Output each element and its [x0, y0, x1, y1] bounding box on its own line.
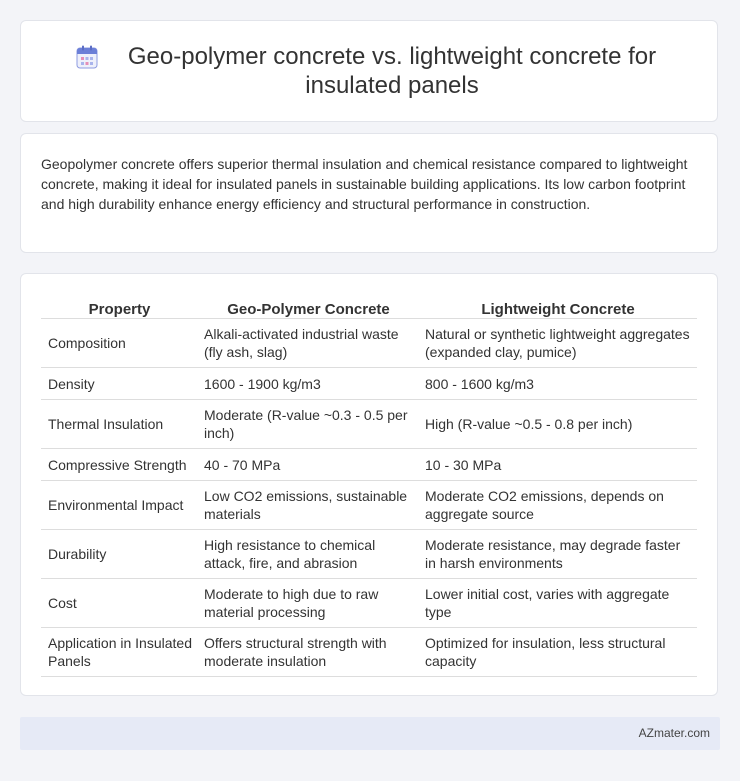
cell-property: Thermal Insulation	[41, 400, 198, 449]
cell-property: Cost	[41, 579, 198, 628]
summary-card	[20, 133, 718, 253]
title-card	[20, 20, 718, 122]
table-row	[41, 449, 697, 481]
summary-paragraph: Geopolymer concrete offers superior thermal insulation and chemical resistance compared to lightweight concrete, making it ideal for insulated panels in sustainable building applications. Its low carbon footprint and high durability enhance energy efficiency and structural performance in construction.	[41, 156, 688, 212]
footer-brand: AZmater.com	[638, 726, 710, 740]
cell-lightweight: Moderate resistance, may degrade faster in harsh environments	[419, 530, 697, 579]
table-row	[41, 368, 697, 400]
header-lightweight: Lightweight Concrete	[419, 294, 697, 319]
cell-property: Composition	[41, 319, 198, 368]
cell-lightweight: Optimized for insulation, less structural capacity	[419, 628, 697, 677]
header-property: Property	[41, 294, 198, 319]
table-row	[41, 579, 697, 628]
header-geopolymer: Geo-Polymer Concrete	[198, 294, 419, 319]
table-row	[41, 628, 697, 677]
cell-property: Compressive Strength	[41, 449, 198, 481]
cell-lightweight: 10 - 30 MPa	[419, 449, 697, 481]
calendar-icon	[76, 45, 98, 69]
cell-geopolymer: Offers structural strength with moderate insulation	[198, 628, 419, 677]
title-wrap	[76, 42, 662, 100]
cell-lightweight: Moderate CO2 emissions, depends on aggregate source	[419, 481, 697, 530]
table-row	[41, 400, 697, 449]
cell-lightweight: Lower initial cost, varies with aggregate type	[419, 579, 697, 628]
cell-lightweight: Natural or synthetic lightweight aggregates (expanded clay, pumice)	[419, 319, 697, 368]
cell-lightweight: 800 - 1600 kg/m3	[419, 368, 697, 400]
table-header-row	[41, 294, 697, 319]
cell-property: Density	[41, 368, 198, 400]
cell-geopolymer: 40 - 70 MPa	[198, 449, 419, 481]
cell-geopolymer: High resistance to chemical attack, fire, and abrasion	[198, 530, 419, 579]
cell-geopolymer: Alkali-activated industrial waste (fly ash, slag)	[198, 319, 419, 368]
table-row	[41, 319, 697, 368]
cell-geopolymer: Moderate (R-value ~0.3 - 0.5 per inch)	[198, 400, 419, 449]
table-row	[41, 530, 697, 579]
cell-geopolymer: Low CO2 emissions, sustainable materials	[198, 481, 419, 530]
page-title: Geo-polymer concrete vs. lightweight concrete for insulated panels	[127, 43, 657, 99]
cell-lightweight: High (R-value ~0.5 - 0.8 per inch)	[419, 400, 697, 449]
comparison-table	[41, 294, 697, 677]
comparison-card	[20, 273, 718, 696]
footer-bar	[20, 717, 720, 750]
cell-geopolymer: Moderate to high due to raw material processing	[198, 579, 419, 628]
cell-property: Environmental Impact	[41, 481, 198, 530]
cell-property: Application in Insulated Panels	[41, 628, 198, 677]
table-row	[41, 481, 697, 530]
cell-geopolymer: 1600 - 1900 kg/m3	[198, 368, 419, 400]
cell-property: Durability	[41, 530, 198, 579]
